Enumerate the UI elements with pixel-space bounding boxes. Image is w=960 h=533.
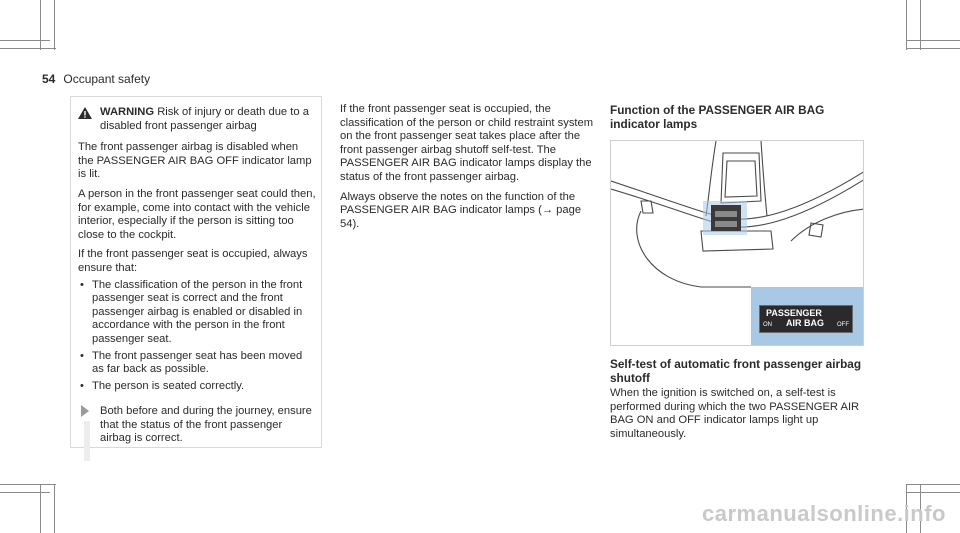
crop-mark <box>0 40 50 41</box>
bullet-icon: • <box>80 278 84 291</box>
warning-column <box>78 106 316 446</box>
section-heading: Function of the PASSENGER AIR BAG indicator lamps <box>610 103 825 131</box>
warning-paragraph: A person in the front passenger seat could then, for example, come into contact with the vehicle interior, especially if the person is sitting too close to the cockpit. <box>78 187 316 241</box>
crop-mark <box>0 484 56 485</box>
crop-mark <box>906 492 960 493</box>
indicator-highlight-panel <box>751 287 864 346</box>
on-label: ON <box>763 322 772 328</box>
section-heading: Self-test of automatic front passenger airbag shutoff <box>610 357 862 385</box>
crop-mark <box>54 0 55 50</box>
list-item-text: The person is seated correctly. <box>92 379 245 392</box>
watermark: carmanualsonline.info <box>702 501 946 526</box>
warning-paragraph: If the front passenger seat is occupied, always ensure that: <box>78 248 308 274</box>
crop-mark <box>920 0 921 50</box>
page-number: 54 <box>42 72 56 86</box>
list-item-text: The classification of the person in the front passenger seat is correct and the front passenger airbag is enabled or disabled in accordance with the person in the front passenger seat. <box>92 278 303 345</box>
bullet-icon: • <box>80 349 84 362</box>
warning-title: Risk of injury or death due to a disabled front passenger airbag <box>100 106 309 132</box>
crop-mark <box>906 484 960 485</box>
list-item <box>78 380 316 394</box>
middle-paragraph: Always observe the notes on the function of the PASSENGER AIR BAG indicator lamps (→ page 54). <box>340 190 582 230</box>
note-bar <box>84 421 90 461</box>
crop-mark <box>0 48 56 49</box>
bullet-icon: • <box>80 379 84 392</box>
warning-icon <box>78 107 92 124</box>
airbag-indicator-figure <box>610 140 864 346</box>
warning-bullet-list <box>78 279 316 394</box>
crop-mark <box>54 485 55 533</box>
off-label: OFF <box>837 322 849 328</box>
middle-column <box>340 103 595 237</box>
warning-heading <box>78 106 316 133</box>
crop-mark <box>906 48 960 49</box>
passenger-label: PASSENGER <box>766 308 822 318</box>
section-title: Occupant safety <box>63 72 151 86</box>
list-item <box>78 350 316 377</box>
warning-label: WARNING <box>100 106 155 118</box>
note-text: Both before and during the journey, ensure that the status of the front passenger airbag is correct. <box>100 405 312 445</box>
crop-mark <box>40 0 41 50</box>
page-header <box>42 72 150 86</box>
airbag-label: AIR BAG <box>786 318 824 328</box>
note-block <box>78 405 316 446</box>
right-column <box>610 103 870 137</box>
crop-mark <box>0 492 50 493</box>
warning-paragraph: The front passenger airbag is disabled when the PASSENGER AIR BAG OFF indicator lamp is lit. <box>78 141 312 181</box>
right-column-lower <box>610 357 870 447</box>
crop-mark <box>906 0 907 50</box>
crop-mark <box>906 40 960 41</box>
indicator-display <box>759 305 853 333</box>
middle-paragraph: If the front passenger seat is occupied, the classification of the person or child restraint system on the front passenger seat takes place after the front passenger airbag shutoff self-test. The PASSENGER AIR BAG indicator lamps display the status of the front passenger airbag. <box>340 103 594 183</box>
list-item-text: The front passenger seat has been moved as far back as possible. <box>92 349 303 376</box>
list-item <box>78 279 316 347</box>
right-paragraph: When the ignition is switched on, a self-test is performed during which the two PASSENGER AIR BAG ON and OFF indicator lamps light up simultaneously. <box>610 387 860 440</box>
